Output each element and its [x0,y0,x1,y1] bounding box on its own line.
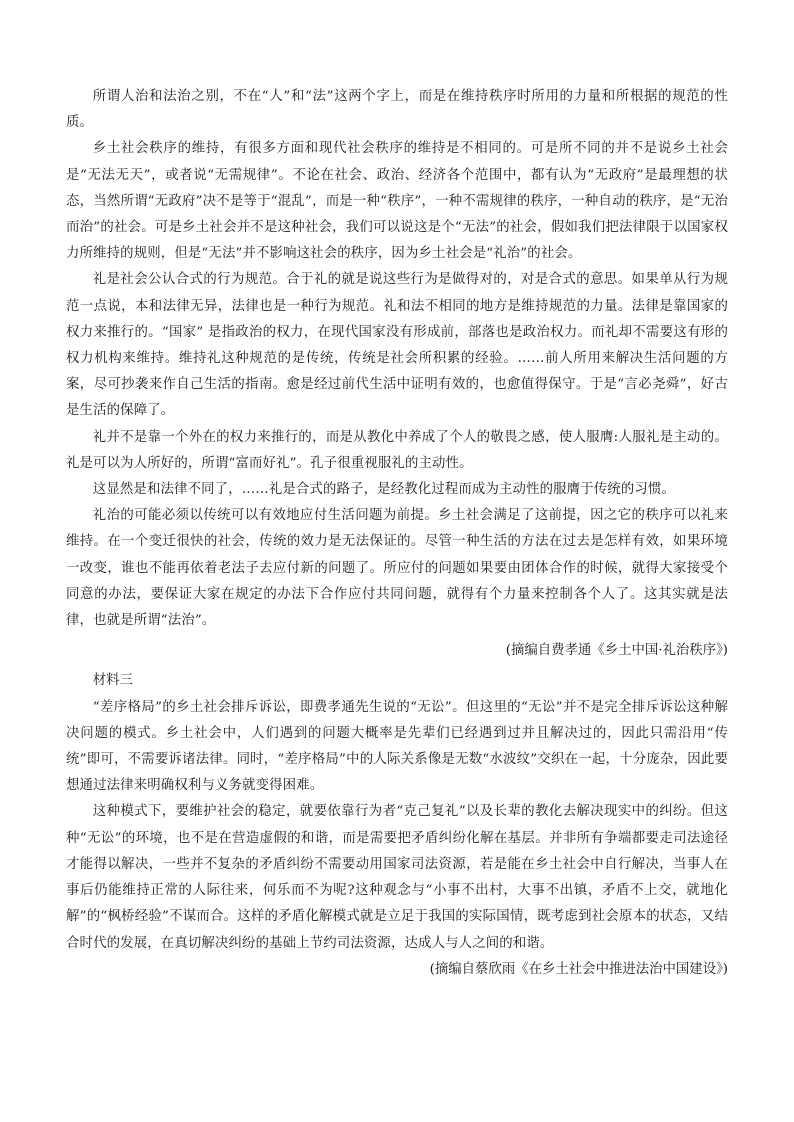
paragraph: 所谓人治和法治之别，不在“人”和“法”这两个字上，而是在维持秩序时所用的力量和所根据的规范的性质。 [66,89,728,131]
paragraph: “差序格局”的乡土社会排斥诉讼，即费孝通先生说的“无讼”。但这里的“无讼”并不是完全排斥诉讼这种解决问题的模式。乡土社会中，人们遇到的问题大概率是先辈们已经遇到过并且解决过的，因此只需沿用“传统”即可，不需要诉诸法律。同时，“差序格局”中的人际关系像是无数“水波纹”交织在一起，十分庞杂，因此要想通过法律来明确权利与义务就变得困难。 [66,699,728,794]
section-heading: 材料三 [92,673,133,689]
paragraph: 这种模式下，要维护社会的稳定，就要依靠行为者“克己复礼”以及长辈的教化去解决现实中的纠纷。但这种“无讼”的环境，也不是在营造虚假的和谐，而是需要把矛盾纠纷化解在基层。并非所有争端都要走司法途径才能得以解决，一些并不复杂的矛盾纠纷不需要动用国家司法资源，若是能在乡土社会中自行解决，当事人在事后仍能维持正常的人际往来，何乐而不为呢?这种观念与“小事不出村，大事不出镇，矛盾不上交，就地化解”的“枫桥经验”不谋而合。这样的矛盾化解模式就是立足于我国的实际国情，既考虑到社会原本的状态，又结合时代的发展，在真切解决纠纷的基础上节约司法资源，达成人与人之间的和谐。 [66,804,728,951]
paragraph: 礼是社会公认合式的行为规范。合于礼的就是说这些行为是做得对的，对是合式的意思。如果单从行为规范一点说，本和法律无异，法律也是一种行为规范。礼和法不相同的地方是维持规范的力量。法律是靠国家的权力来推行的。“国家” 是指政治的权力，在现代国家没有形成前，部落也是政治权力。而礼却不需要这有形的权力机构来维持。维持礼这种规范的是传统，传统是社会所积累的经验。……前人所用来解决生活问题的方案，尽可抄袭来作自己生活的指南。愈是经过前代生活中证明有效的，也愈值得保守。于是“言必尧舜”，好古是生活的保障了。 [66,272,728,419]
paragraph: 这显然是和法律不同了，……礼是合式的路子，是经教化过程而成为主动性的服膺于传统的习惯。 [92,482,676,498]
paragraph: 乡土社会秩序的维持，有很多方面和现代社会秩序的维持是不相同的。可是所不同的并不是说乡土社会是“无法无天”，或者说“无需规律”。不论在社会、政治、经济各个范围中，都有认为“无政府”是最理想的状态，当然所谓“无政府”决不是等于“混乱”，而是一种“秩序”，一种不需规律的秩序，一种自动的秩序，是“无治而治”的社会。可是乡土社会并不是这种社会，我们可以说这是个“无法”的社会，假如我们把法律限于以国家权力所维持的规则，但是“无法”并不影响这社会的秩序，因为乡土社会是“礼治”的社会。 [66,141,728,262]
source-citation: (摘编自蔡欣雨《在乡土社会中推进法治中国建设》) [429,961,728,977]
paragraph: 礼并不是靠一个外在的权力来推行的，而是从教化中养成了个人的敬畏之感，使人服膺:人服礼是主动的。礼是可以为人所好的，所谓“富而好礼”。孔子很重视服礼的主动性。 [66,429,728,471]
paragraph: 礼治的可能必须以传统可以有效地应付生活问题为前提。乡土社会满足了这前提，因之它的秩序可以礼来维持。在一个变迁很快的社会，传统的效力是无法保证的。尽管一种生活的方法在过去是怎样有效，如果环境一改变，谁也不能再依着老法子去应付新的问题了。所应付的问题如果要由团体合作的时候，就得大家接受个同意的办法，要保证大家在规定的办法下合作应付共同问题，就得有个力量来控制各个人了。这其实就是法律，也就是所谓“法治”。 [66,508,728,629]
source-citation: (摘编自费孝通《乡土中国·礼治秩序》) [505,643,728,659]
